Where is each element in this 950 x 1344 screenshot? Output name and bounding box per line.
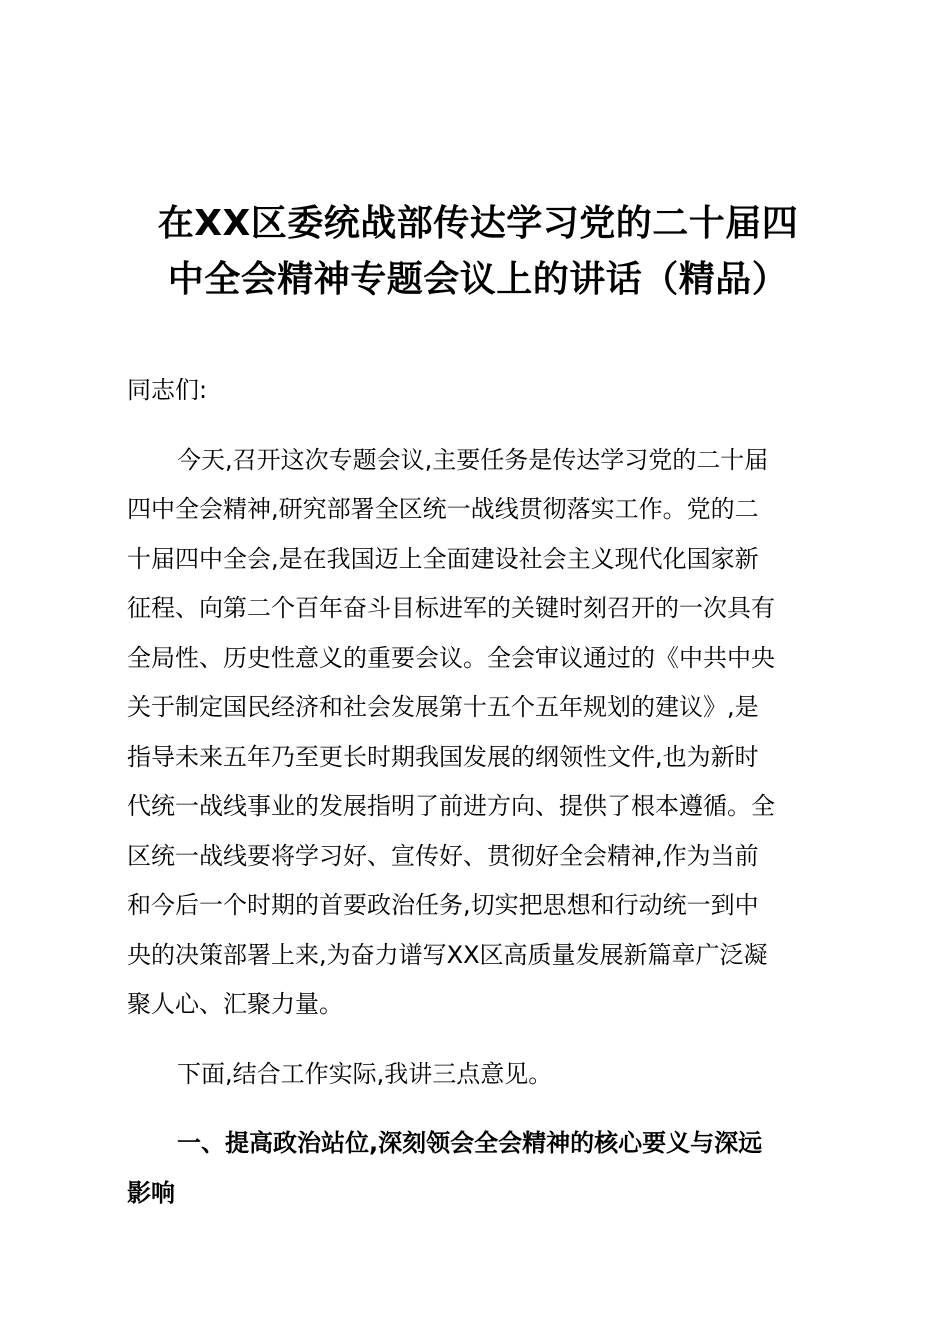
spacer [127,416,827,436]
paragraph-line: 聚人心、汇聚力量。 [127,990,343,1018]
spacer [127,1030,827,1050]
spacer [127,1099,827,1119]
paragraph-line: 全局性、历史性意义的重要会议。全会审议通过的《中共中央 [127,643,775,672]
paragraph-line: 今天,召开这次专题会议,主要任务是传达学习党的二十届 [177,445,769,474]
heading-line: 影响 [127,1178,175,1207]
paragraph-line: 代统一战线事业的发展指明了前进方向、提供了根本遵循。全 [127,792,775,820]
document-title [128,196,828,308]
paragraph-line: 指导未来五年乃至更长时期我国发展的纲领性文件,也为新时 [127,742,759,771]
paragraph-line: 征程、向第二个百年奋斗目标进军的关键时刻召开的一次具有 [127,594,775,622]
title-line: 在XX区委统战部传达学习党的二十届四 [157,203,799,244]
paragraph-line: 区统一战线要将学习好、宣传好、贯彻好全会精神,作为当前 [127,841,759,870]
title-line: 中全会精神专题会议上的讲话（精品） [167,259,789,300]
paragraph-line: 关于制定国民经济和社会发展第十五个五年规划的建议》,是 [127,693,759,721]
paragraph-line: 四中全会精神,研究部署全区统一战线贯彻落实工作。党的二 [127,495,759,523]
paragraph-line: 十届四中全会,是在我国迈上全面建设社会主义现代化国家新 [127,544,759,573]
heading-line: 一、提高政治站位,深刻领会全会精神的核心要义与深远 [177,1129,763,1157]
document-body [127,366,827,1218]
salutation: 同志们: [127,376,208,404]
paragraph-transition: 下面,结合工作实际,我讲三点意见。 [177,1059,553,1088]
section-heading-1 [127,1119,827,1218]
paragraph-line: 央的决策部署上来,为奋力谱写XX区高质量发展新篇章广泛凝 [127,940,768,969]
paragraph-line: 和今后一个时期的首要政治任务,切实把思想和行动统一到中 [127,891,759,919]
paragraph-intro [127,436,827,1030]
